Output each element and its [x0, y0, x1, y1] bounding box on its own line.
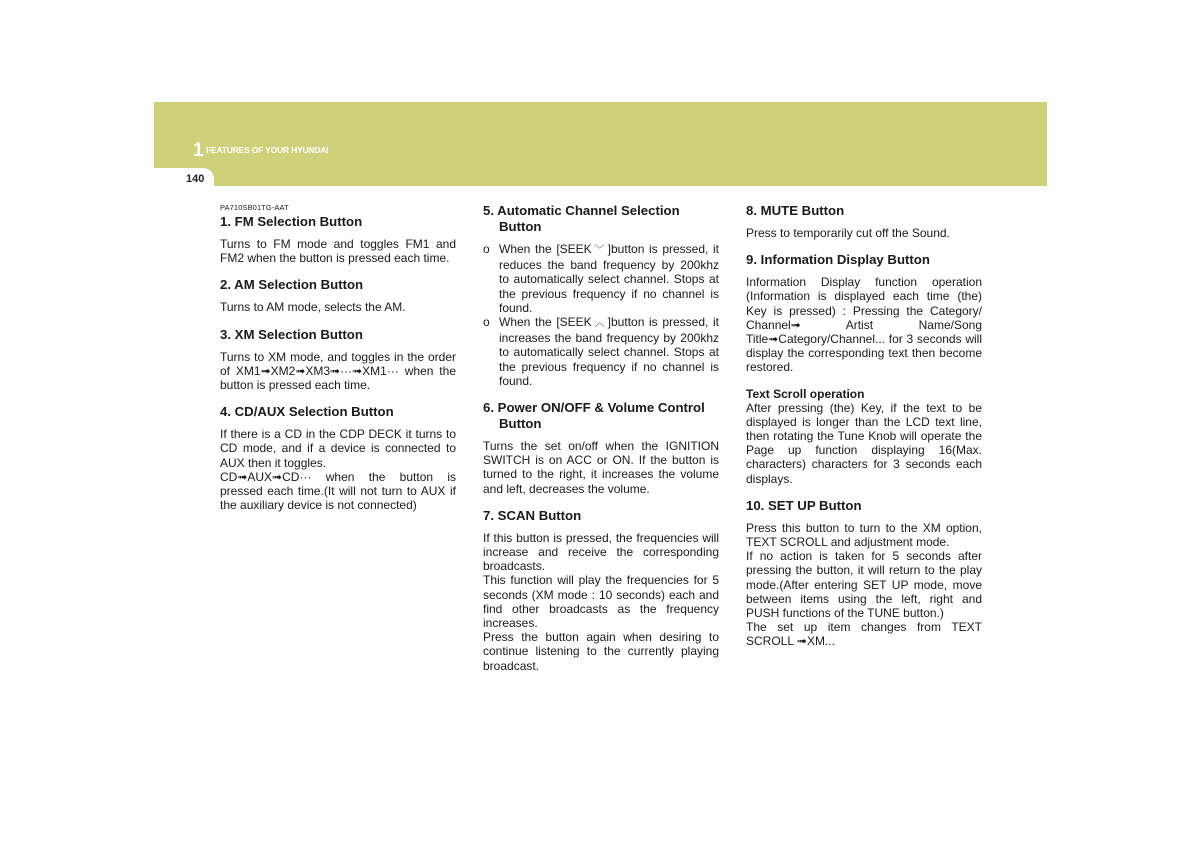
am-section-title: 2. AM Selection Button: [220, 277, 364, 293]
column-left: [220, 203, 456, 524]
xm-section-body: Turns to XM mode, and toggles in the order of XM1➟XM2➟XM3➟···➟XM1··· when the button is pressed each time.: [220, 349, 456, 393]
seek-down-text-pre: When the [SEEK: [499, 242, 592, 256]
chapter-number: 1: [193, 140, 204, 161]
bullet-mark: o: [483, 315, 490, 330]
fm-section-title: 1. FM Selection Button: [220, 214, 363, 229]
xm-section-title: 3. XM Selection Button: [220, 326, 363, 342]
doc-code: PA710SB01TG-AAT: [220, 203, 289, 212]
cd-section-body-1: If there is a CD in the CDP DECK it turns to CD mode, and if a device is connected to AUX then it toggles.: [220, 427, 456, 470]
setup-section-body-1: Press this button to turn to the XM option, TEXT SCROLL and adjustment mode.: [746, 520, 982, 550]
text-scroll-body: After pressing (the) Key, if the text to be displayed is longer than the LCD text line, then rotating the Tune Knob will operate the Page up function displaying 16(Max. characters) characters for 3 seconds each displays.: [746, 400, 982, 486]
auto-section-title-line1: 5. Automatic Channel Selection: [483, 203, 680, 218]
chapter-title: FEATURES OF YOUR HYUNDAI: [206, 145, 329, 155]
chevron-down-icon: ﹀: [594, 245, 605, 256]
power-section-body: Turns the set on/off when the IGNITION SWITCH is on ACC or ON. If the button is turned to the right, it increases the volume and left, decreases the volume.: [483, 439, 719, 496]
cd-section-title: 4. CD/AUX Selection Button: [220, 404, 394, 420]
header-band: [154, 102, 1047, 186]
column-middle: [483, 203, 719, 685]
text-scroll-subtitle: Text Scroll operation: [746, 386, 865, 401]
seek-up-text-post: ]button is pressed, it increases the band frequency by 200khz to automatically select channel. Stops at the previous frequency if no channel is found.: [499, 315, 719, 388]
seek-down-item: [483, 242, 719, 315]
scan-section-title: 7. SCAN Button: [483, 507, 582, 523]
scan-section-body-1: If this button is pressed, the frequencies will increase and receive the corresponding broadcasts.: [483, 530, 719, 574]
seek-down-text-post: ]button is pressed, it reduces the band frequency by 200khz to automatically select channel. Stops at the previous frequency if no channel is found.: [499, 242, 719, 315]
info-section-title: 9. Information Display Button: [746, 252, 930, 268]
power-section-title-line1: 6. Power ON/OFF & Volume Control: [483, 400, 705, 416]
page-number-tab: [154, 168, 214, 189]
power-section-title-line2: Button: [499, 416, 542, 432]
auto-section-title-line2: Button: [499, 219, 542, 234]
mute-section-body: Press to temporarily cut off the Sound.: [746, 226, 950, 240]
seek-up-item: [483, 315, 719, 388]
setup-section-body-3: The set up item changes from TEXT SCROLL ➟XM...: [746, 620, 982, 649]
scan-section-body-3: Press the button again when desiring to continue listening to the currently playing broadcast.: [483, 630, 719, 673]
info-section-body: Information Display function operation (Information is displayed each time (the) Key is pressed) : Pressing the Category/ Channel➟ Artist Name/Song Title➟Category/Channel... for 3 seconds will display the corresponding text then become restored.: [746, 275, 982, 375]
mute-section-title: 8. MUTE Button: [746, 203, 845, 218]
power-section-title: [483, 400, 719, 432]
auto-section-title: [483, 203, 719, 235]
fm-section-body: Turns to FM mode and toggles FM1 and FM2 when the button is pressed each time.: [220, 237, 456, 266]
setup-section-title: 10. SET UP Button: [746, 497, 862, 513]
seek-up-text-pre: When the [SEEK: [499, 315, 592, 330]
scan-section-body-2: This function will play the frequencies for 5 seconds (XM mode : 10 seconds) each and find other broadcasts as the frequency increases.: [483, 573, 719, 631]
page-number: 140: [186, 173, 205, 185]
am-section-body: Turns to AM mode, selects the AM.: [220, 300, 406, 315]
setup-section-body-2: If no action is taken for 5 seconds after pressing the button, it will return to the play mode.(After entering SET UP mode, move between items using the left, right and PUSH functions of the TUNE button.): [746, 549, 982, 621]
cd-section-body-2: CD➟AUX➟CD··· when the button is pressed each time.(It will not turn to AUX if the auxiliary device is not connected): [220, 469, 456, 513]
bullet-mark: o: [483, 242, 490, 256]
column-right: [746, 203, 982, 661]
chevron-up-icon: ︿: [594, 318, 605, 330]
